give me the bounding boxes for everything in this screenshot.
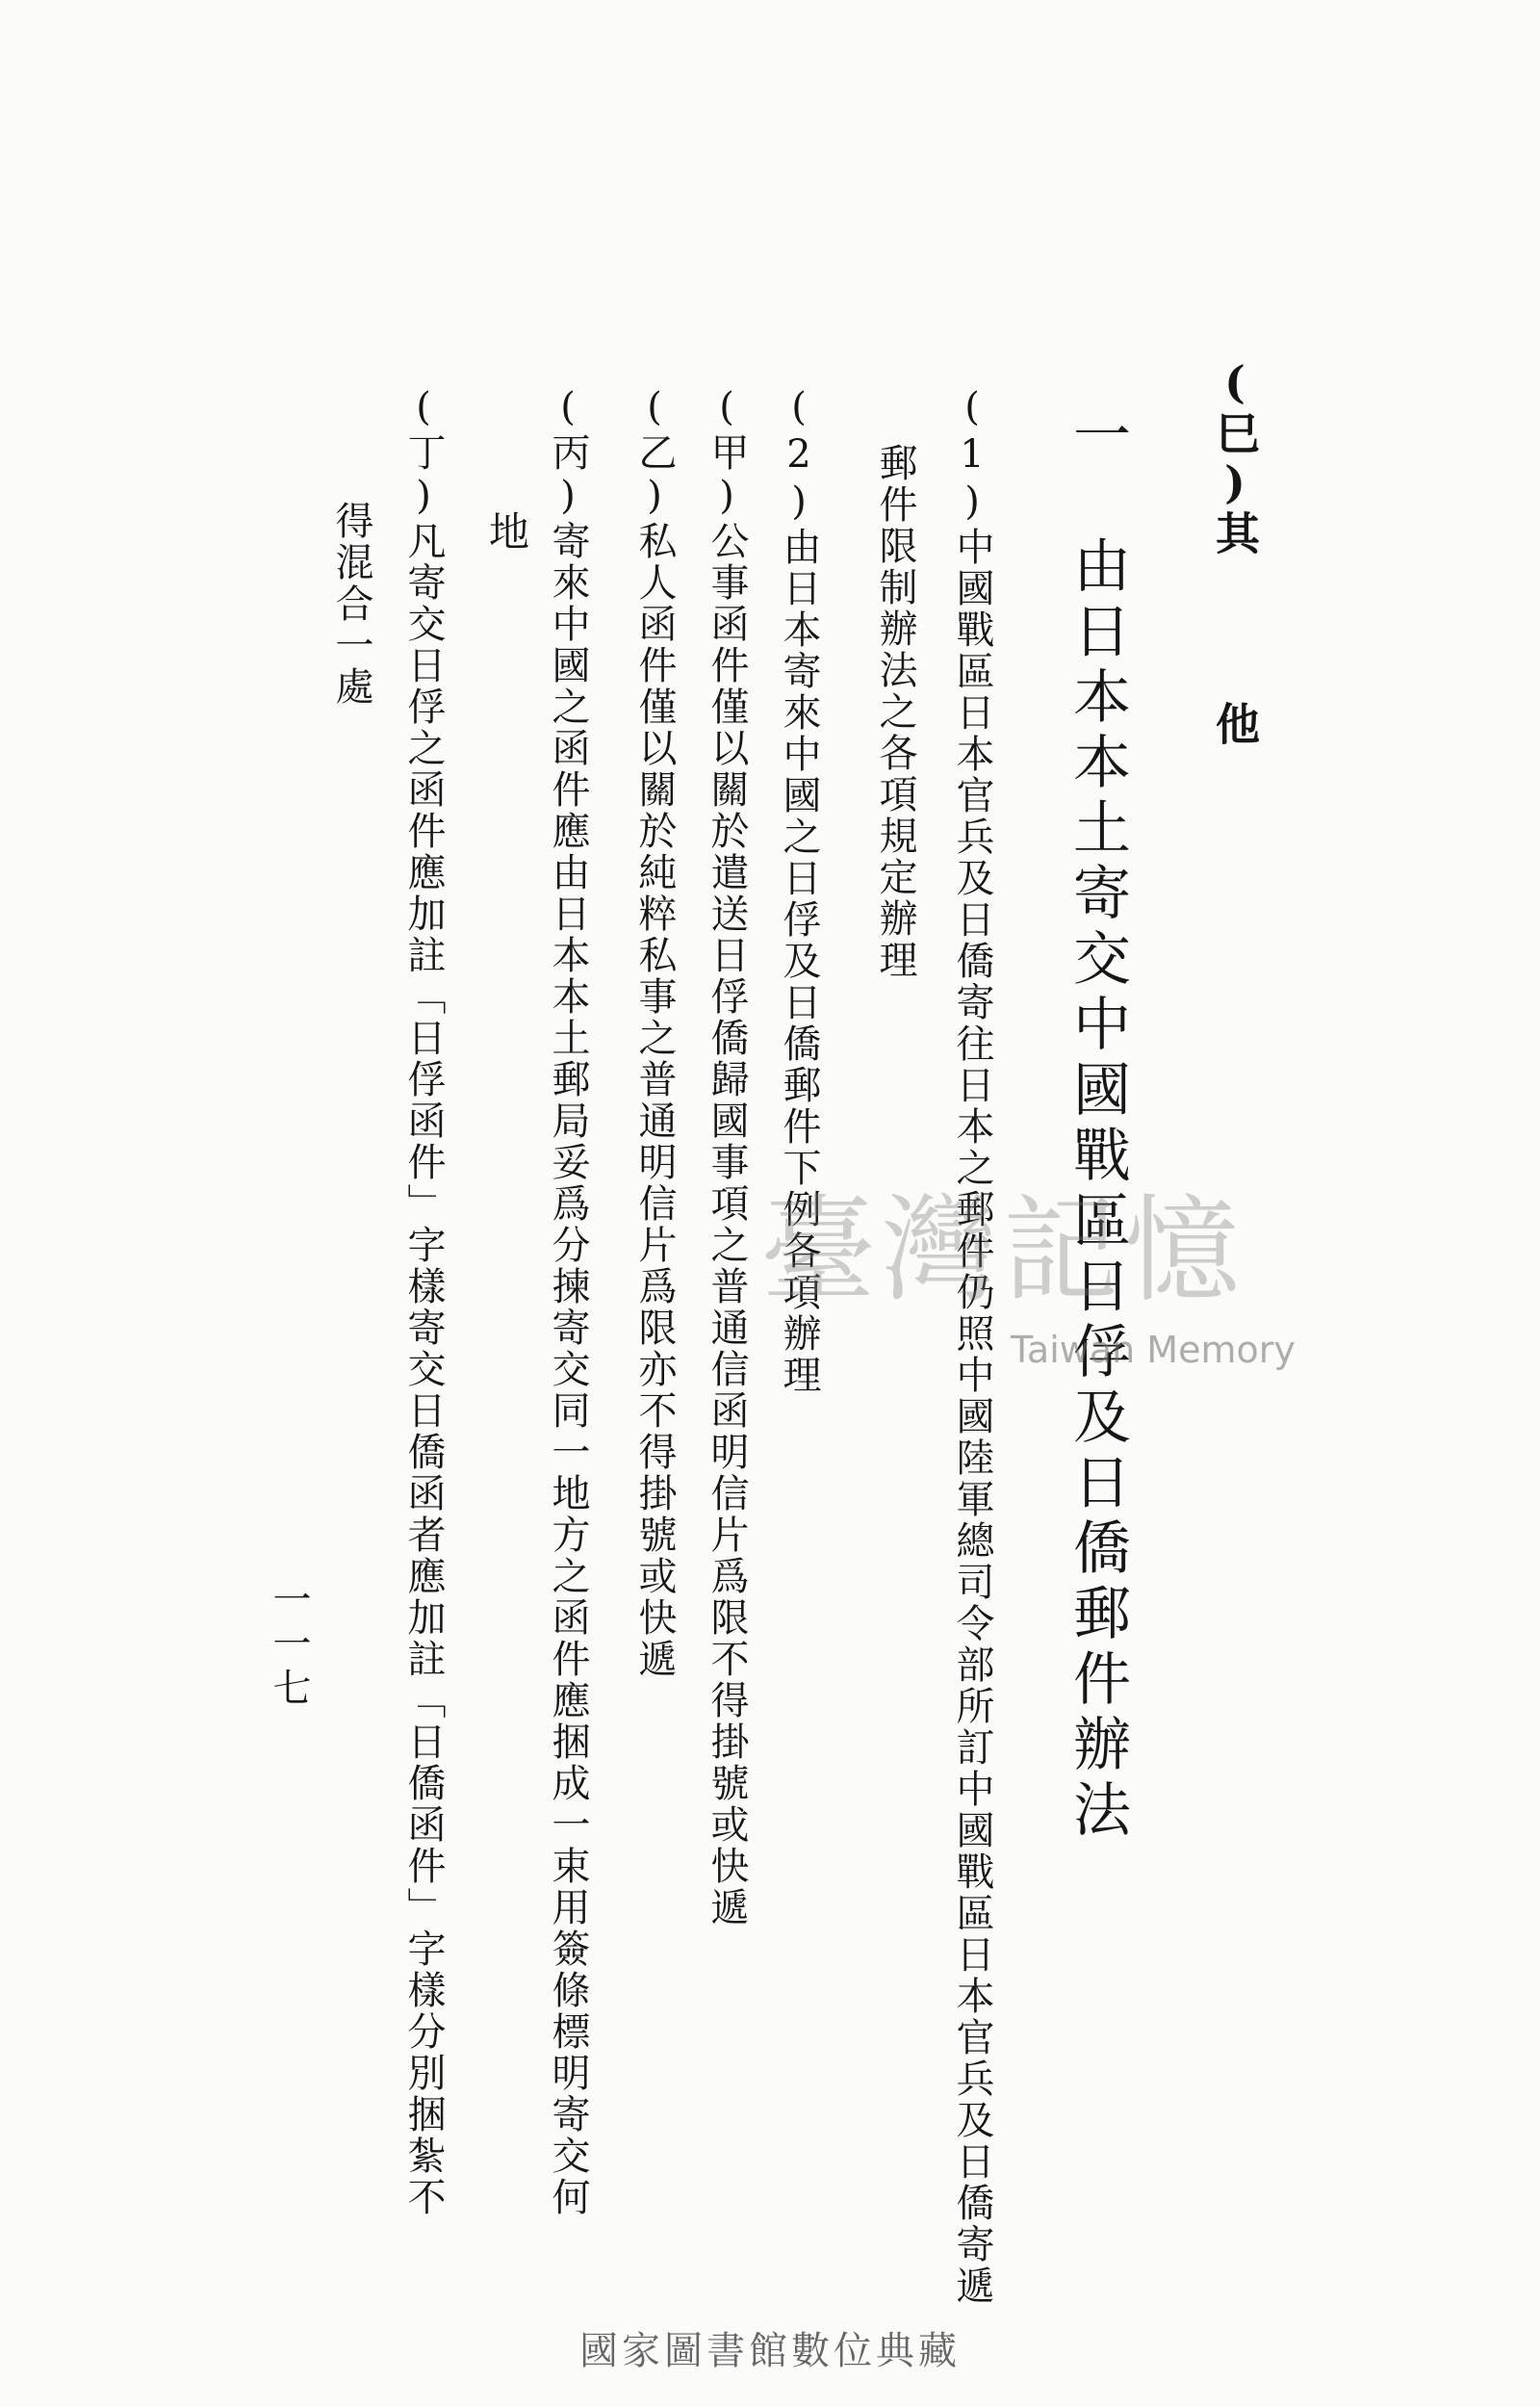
paragraph-1: (1)中國戰區日本官兵及日僑寄往日本之郵件仍照中國陸軍總司令部所訂中國戰區日本官兵及日僑寄遞 (950, 385, 994, 2307)
item-bing: (丙)寄來中國之函件應由日本本土郵局妥爲分揀寄交同一地方之函件應捆成一束用簽條標明寄交何 (546, 385, 590, 2218)
footer-credit: 國家圖書館數位典藏 (579, 2329, 961, 2373)
section-heading-title: 他 (1209, 701, 1261, 747)
watermark-chinese: 臺灣記憶 (760, 1184, 1245, 1318)
watermark-english: Taiwan Memory (1011, 1329, 1296, 1371)
section-title: 一 由日本本土寄交中國戰區日俘及日僑郵件辦法 (1064, 404, 1131, 1845)
paragraph-2: (2)由日本寄來中國之日俘及日僑郵件下例各項辦理 (777, 385, 821, 1396)
item-jia: (甲)公事函件僅以關於遣送日俘僑歸國事項之普通信函明信片爲限不得掛號或快遞 (705, 385, 749, 1928)
paragraph-1-continued: 郵件限制辦法之各項規定辦理 (873, 443, 917, 981)
item-bing-continued: 地 (483, 510, 530, 554)
page-number: 一一七 (267, 1579, 311, 1712)
item-ding: (丁)凡寄交日俘之函件應加註「日俘函件」字樣寄交日僑函者應加註「日僑函件」字樣分別捆紮不 (401, 385, 446, 2218)
item-ding-continued: 得混合一處 (329, 501, 373, 708)
section-heading-label: (巳)其 (1209, 356, 1261, 556)
watermark (760, 1184, 1299, 1371)
item-yi: (乙)私人函件僅以關於純粹私事之普通明信片爲限亦不得掛號或快遞 (632, 385, 677, 1680)
section-heading (1209, 356, 1261, 747)
